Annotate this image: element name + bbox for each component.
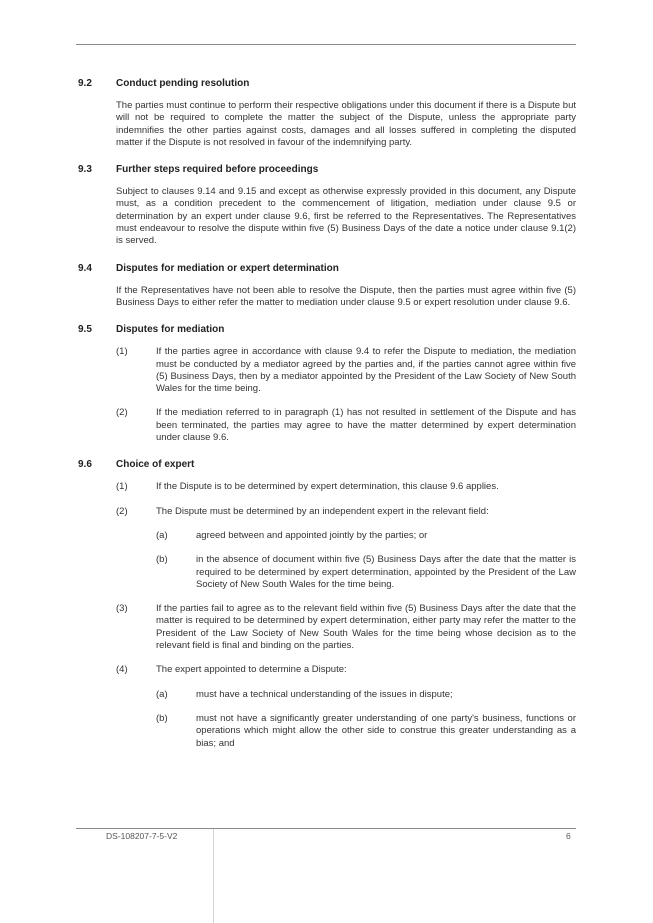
footer-rule — [76, 828, 576, 829]
section-heading — [78, 163, 576, 176]
clause-item — [116, 481, 576, 493]
clause-number: (2) — [116, 505, 128, 517]
clause-text: The Dispute must be determined by an independent expert in the relevant field: — [156, 505, 489, 517]
subclause-item — [156, 689, 576, 701]
page-number: 6 — [566, 831, 571, 841]
section-heading — [78, 323, 576, 336]
section-paragraph: The parties must continue to perform their respective obligations under this document if there is a Dispute but will not be required to complete the matter the subject of the Dispute, unless the appropriate party indemnifies the other parties against costs, damages and all losses suffered in completing the disputed matter if the Dispute is not resolved in favour of the indemnifying party. — [116, 100, 576, 148]
clause-number: (2) — [116, 407, 128, 419]
subclause-text: in the absence of document within five (5) Business Days after the date that the matter is required to be determined by expert determination, appointed by the President of the Law Society of New South Wales for the time being. — [196, 554, 576, 590]
section-title: Disputes for mediation or expert determination — [116, 262, 339, 274]
header-rule — [76, 44, 576, 45]
document-body — [78, 77, 576, 762]
clause-text: The expert appointed to determine a Dispute: — [156, 664, 347, 676]
clause-item — [116, 664, 576, 676]
document-reference: DS-108207-7-5-V2 — [106, 831, 178, 841]
clause-item — [116, 346, 576, 395]
section-heading — [78, 458, 576, 471]
section-heading — [78, 262, 576, 275]
clause-number: (1) — [116, 346, 128, 358]
clause-text: If the Dispute is to be determined by expert determination, this clause 9.6 applies. — [156, 481, 499, 493]
subclause-number: (a) — [156, 529, 168, 541]
subclause-item — [156, 530, 576, 542]
clause-number: (1) — [116, 481, 128, 493]
clause-text: If the parties agree in accordance with clause 9.4 to refer the Dispute to mediation, the mediation must be conducted by a mediator agreed by the parties and, if the parties cannot agree within five (5) Business Days, then by a mediator appointed by the President of the Law Society of New South Wales for the time being. — [156, 346, 576, 395]
subclause-number: (b) — [156, 554, 168, 566]
clause-item — [116, 407, 576, 444]
section-number: 9.6 — [78, 459, 92, 471]
section-title: Disputes for mediation — [116, 324, 225, 336]
section-paragraph: If the Representatives have not been able to resolve the Dispute, then the parties must agree within five (5) Business Days to either refer the matter to mediation under clause 9.5 or expert resolution under clause 9.6. — [116, 284, 576, 308]
clause-text: If the mediation referred to in paragraph (1) has not resulted in settlement of the Dispute and has been terminated, the parties may agree to have the matter determined by expert determination under clause 9.6. — [156, 407, 576, 444]
clause-number: (3) — [116, 603, 128, 615]
subclause-text: agreed between and appointed jointly by the parties; or — [196, 529, 428, 541]
section-title: Choice of expert — [116, 459, 195, 471]
section-number: 9.3 — [78, 164, 92, 176]
clause-item — [116, 603, 576, 652]
footer-divider — [213, 829, 214, 923]
section-number: 9.4 — [78, 262, 92, 274]
subclause-text: must have a technical understanding of the issues in dispute; — [196, 688, 453, 700]
subclause-number: (a) — [156, 688, 168, 700]
section-title: Conduct pending resolution — [116, 78, 250, 89]
clause-item — [116, 506, 576, 518]
subclause-text: must not have a significantly greater understanding of one party's business, functions or operations which might allow the other side to construe this greater understanding as a bias; and — [196, 712, 576, 749]
subclause-item — [156, 554, 576, 591]
section-paragraph: Subject to clauses 9.14 and 9.15 and except as otherwise expressly provided in this document, any Dispute must, as a condition precedent to the commencement of litigation, mediation under clause 9.5 or determination by an expert under clause 9.6, first be referred to the Representatives. The Representatives must endeavour to resolve the dispute within five (5) Business Days of the date a notice under clause 9.1(2) is served. — [116, 186, 576, 247]
section-heading — [78, 77, 576, 90]
section-number: 9.2 — [78, 78, 92, 89]
section-number: 9.5 — [78, 324, 92, 336]
clause-number: (4) — [116, 664, 128, 676]
clause-text: If the parties fail to agree as to the relevant field within five (5) Business Days after the date that the matter is required to be determined by expert determination, either party may refer the matter to the President of the Law Society of New South Wales for the time being whose decision as to the relevant field is final and binding on the parties. — [156, 603, 576, 652]
subclause-number: (b) — [156, 712, 168, 724]
section-title: Further steps required before proceedings — [116, 164, 319, 176]
subclause-item — [156, 713, 576, 750]
